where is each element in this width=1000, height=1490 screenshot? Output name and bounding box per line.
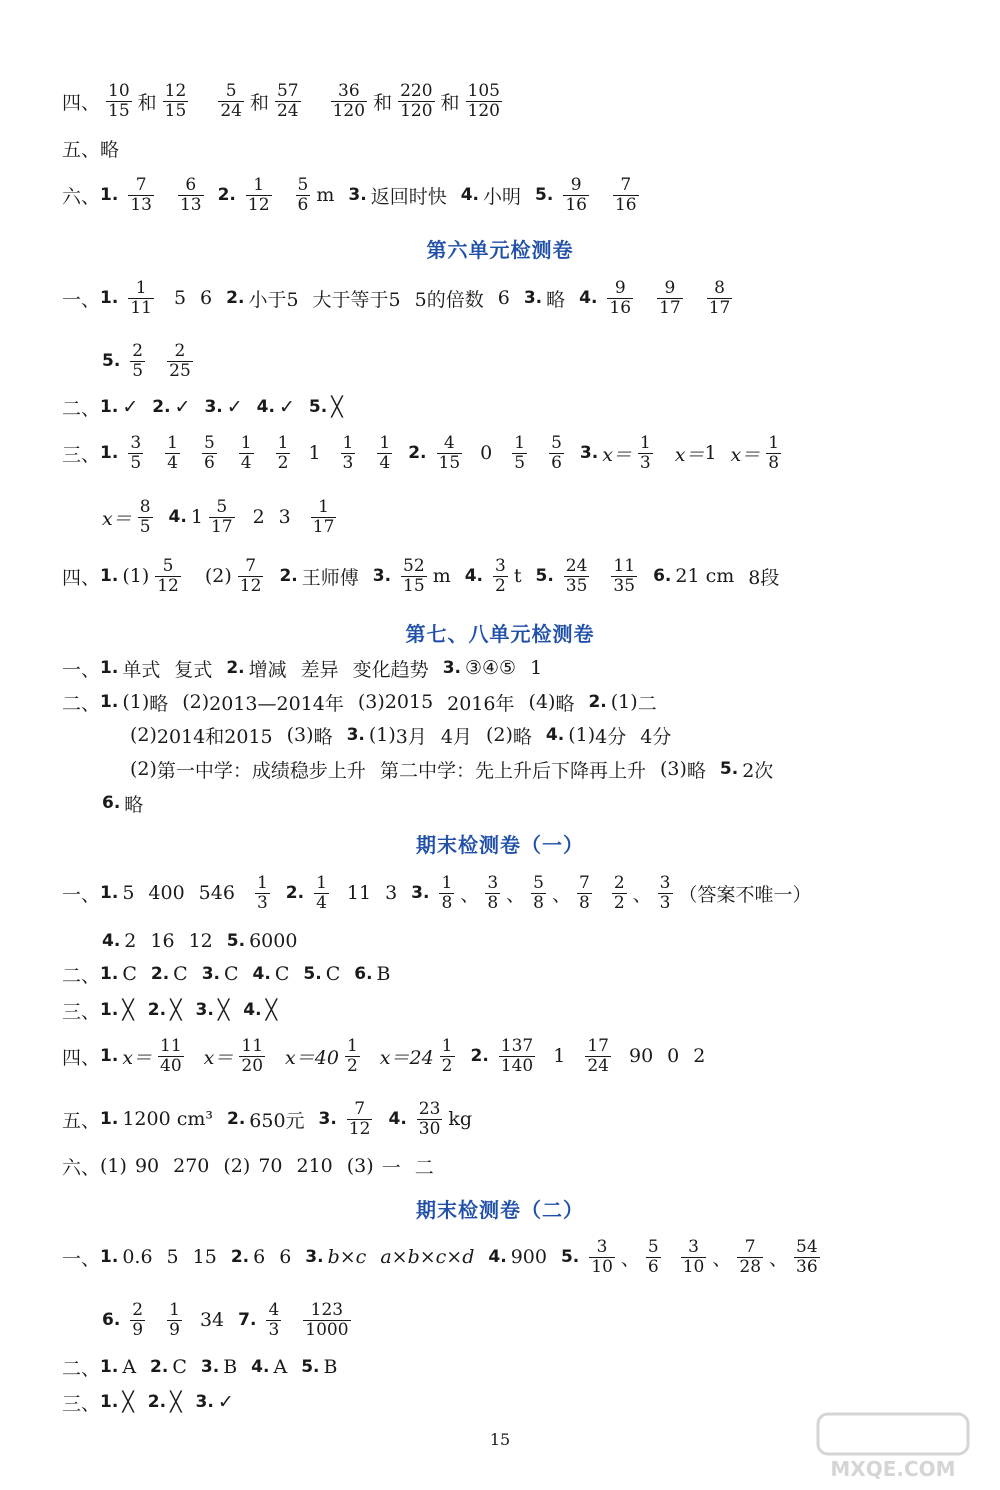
heading-final1: 期末检测卷（一） [416, 833, 584, 857]
line-q2-san: 三、 1. ╳ 2. ╳ 3. ✓ [62, 1391, 234, 1415]
line-u78-er-c: (2) 第一中学：成绩稳步上升 第二中学：先上升后下降再上升 (3) 略 5. 2次 [130, 758, 774, 782]
line-q1-yi: 一、 1. 5 400 546 1 3 2. 1 4 11 3 3. 1 8 、 3 8 、 5 8 、 7 8 2 2 、 3 3 （答案不唯一） [62, 872, 812, 913]
line-q2-yi-b: 6. 2 9 1 9 34 7. 4 3 123 1000 [102, 1299, 349, 1340]
line-u78-er: 二、 1. (1) 略 (2) 2013—2014年 (3) 2015 2016年 (4) 略 2. (1) 二 [62, 691, 657, 715]
watermark-logo [808, 1412, 978, 1482]
heading-unit6: 第六单元检测卷 [426, 238, 574, 262]
line-q1-er: 二、 1. C 2. C 3. C 4. C 5. C 6. B [62, 963, 391, 987]
heading-final2: 期末检测卷（二） [416, 1198, 584, 1222]
line-u6-yi: 一、 1. 1 11 5 6 2. 小于5 大于等于5 5的倍数 6 3. 略 4. 9 16 9 17 8 17 [62, 277, 731, 318]
line-q1-si: 四、 1. x＝ 11 40 x＝ 11 20 x＝40 1 2 x＝24 1 2 2. 137 140 1 17 24 90 0 2 [62, 1035, 706, 1076]
line-q2-er: 二、 1. A 2. C 3. B 4. A 5. B [62, 1356, 338, 1380]
heading-unit78: 第七、八单元检测卷 [405, 622, 595, 646]
line-u78-er-b: (2) 2014和2015 (3) 略 3. (1) 3月 4月 (2) 略 4. (1) 4分 4分 [130, 724, 672, 748]
watermark-logo-icon [808, 1412, 978, 1482]
line-u6-si: 四、 1. (1) 5 12 (2) 7 12 2. 王师傅 3. 52 15 m 4. 3 2 t 5. 24 35 11 35 6. 21 cm 8段 [62, 555, 780, 596]
line-u6-san: 三、 1. 3 5 1 4 5 6 1 4 1 2 1 1 3 1 4 2. 4 15 0 1 5 5 6 3. x＝ 1 3 x＝ 1 x＝ 1 8 [62, 432, 780, 473]
line-u78-er-d: 6. 略 [102, 793, 144, 816]
line-q1-san: 三、 1. ╳ 2. ╳ 3. ╳ 4. ╳ [62, 999, 278, 1023]
line-q1-yi-b: 4. 2 16 12 5. 6000 [102, 930, 298, 952]
line-u6-er: 二、 1. ✓ 2. ✓ 3. ✓ 4. ✓ 5. ╳ [62, 396, 343, 420]
line-u6-san-b: x＝ 8 5 4. 1 5 17 2 3 1 17 [102, 496, 335, 537]
line-wu: 五、 略 [62, 138, 120, 161]
page-number: 15 [489, 1430, 511, 1449]
line-liu: 六、 1. 7 13 6 13 2. 1 12 5 6 m 3. 返回时快 4. 小明 5. 9 16 7 16 [62, 174, 637, 215]
svg-text:MXQE.COM: MXQE.COM [830, 1457, 956, 1481]
line-q1-wu: 五、 1. 1200 cm³ 2. 650元 3. 7 12 4. 23 30 kg [62, 1098, 473, 1139]
line-si: 四、 10 15 和 12 15 5 24 和 57 24 36 120 和 220 120 和 105 120 [62, 80, 500, 121]
line-u78-yi: 一、 1. 单式 复式 2. 增减 差异 变化趋势 3. ③④⑤ 1 [62, 657, 543, 681]
line-u6-yi-5: 5. 2 5 2 25 [102, 340, 191, 381]
line-q1-liu: 六、 (1) 90 270 (2) 70 210 (3) 一 二 [62, 1155, 434, 1179]
line-q2-yi: 一、 1. 0.6 5 15 2. 6 6 3. b×c a×b×c×d 4. 900 5. 3 10 、 5 6 3 10 、 7 28 、 54 36 [62, 1236, 818, 1277]
